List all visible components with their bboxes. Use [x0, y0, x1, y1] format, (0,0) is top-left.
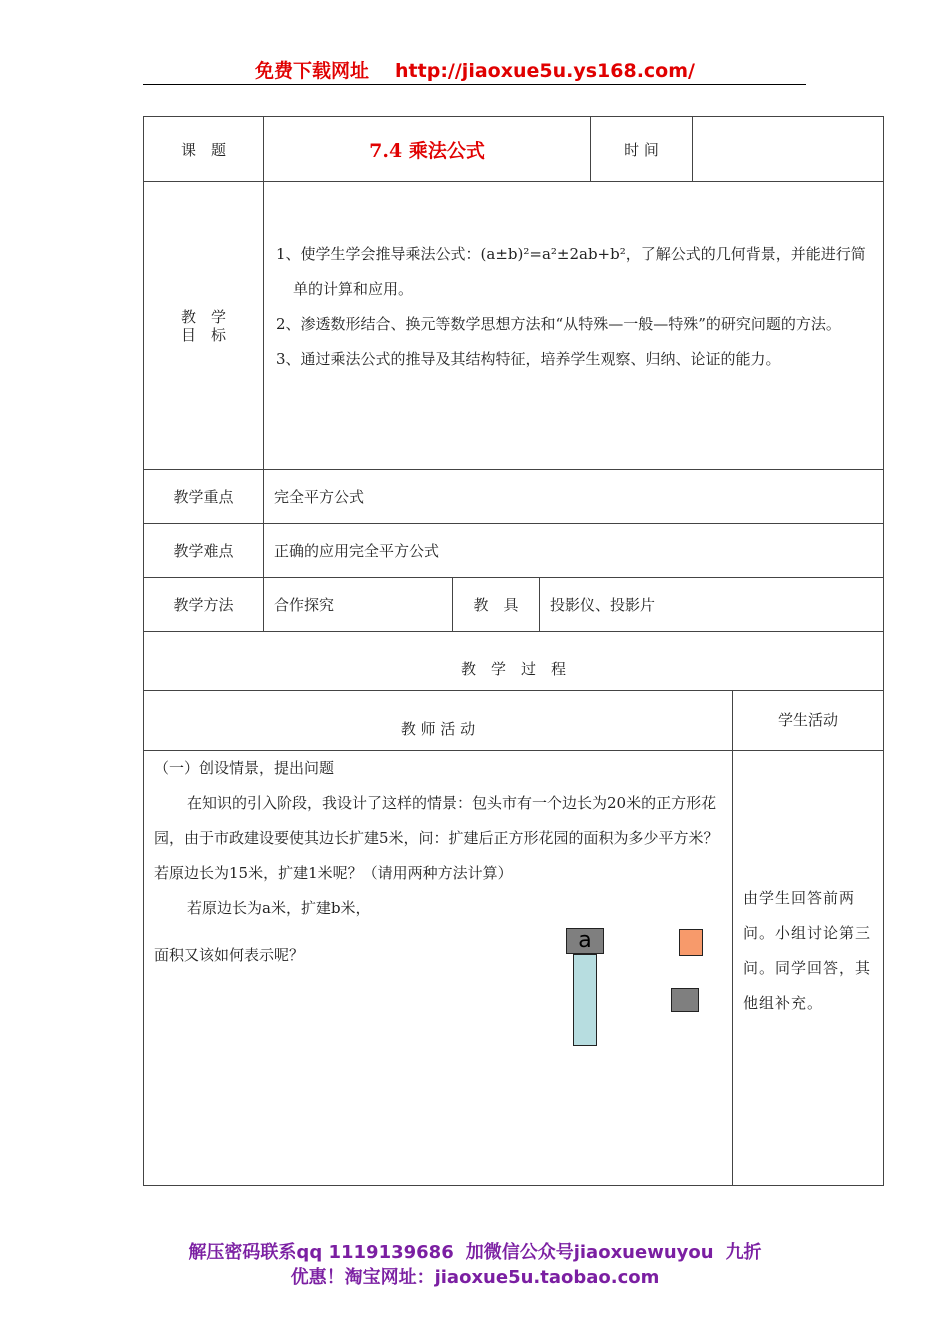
objectives-label-line2: 目 标	[180, 325, 226, 344]
student-activity-header: 学生活动	[733, 691, 884, 751]
tools-label: 教 具	[453, 578, 540, 632]
header-divider	[143, 84, 806, 85]
time-value	[693, 117, 884, 182]
key-point-value: 完全平方公式	[264, 470, 884, 524]
figure-label-box	[566, 928, 604, 954]
objective-item: 2、渗透数形结合、换元等数学思想方法和“从特殊—一般—特殊”的研究问题的方法。	[276, 315, 841, 333]
objective-item: 1、使学生学会推导乘法公式：(a±b)²=a²±2ab+b²，了解公式的几何背景，并能进行简单的计算和应用。	[276, 245, 866, 298]
section-title: （一）创设情景，提出问题	[154, 759, 335, 777]
footer-discount: 九折	[725, 1242, 762, 1263]
objectives-label	[144, 182, 264, 470]
lesson-table	[143, 116, 884, 1186]
paragraph-variable: 若原边长为a米，扩建b米，	[187, 899, 371, 917]
header-site-label: 免费下载网址	[255, 60, 370, 82]
process-heading: 教 学 过 程	[144, 632, 884, 691]
footer-line2[interactable]: 优惠！淘宝网址：jiaoxue5u.taobao.com	[290, 1267, 660, 1288]
teacher-activity-header: 教 师 活 动	[144, 691, 733, 751]
difficulty-value: 正确的应用完全平方公式	[264, 524, 884, 578]
header-site-url[interactable]: http://jiaoxue5u.ys168.com/	[395, 60, 695, 82]
header-download-line	[0, 56, 950, 83]
figure-gray-square	[671, 988, 699, 1012]
method-value: 合作探究	[264, 578, 453, 632]
figure-tall-rectangle	[573, 954, 597, 1046]
footer-line1	[0, 1238, 950, 1264]
difficulty-label: 教学难点	[144, 524, 264, 578]
topic-value: 7.4 乘法公式	[264, 117, 591, 182]
footer-password-contact: 解压密码联系qq 1119139686	[188, 1242, 454, 1263]
time-label: 时 间	[591, 117, 693, 182]
objectives-label-line1: 教 学	[180, 307, 226, 326]
figure-label: a	[578, 928, 592, 953]
paragraph-scenario: 在知识的引入阶段，我设计了这样的情景：包头市有一个边长为20米的正方形花园，由于市政建设要使其边长扩建5米，问：扩建后正方形花园的面积为多少平方米？若原边长为15米，扩建1米呢？（请用两种方法计算）	[154, 794, 719, 882]
tools-value: 投影仪、投影片	[540, 578, 884, 632]
key-point-label: 教学重点	[144, 470, 264, 524]
method-label: 教学方法	[144, 578, 264, 632]
teacher-activity-content	[144, 751, 733, 1186]
student-activity-text: 由学生回答前两问。小组讨论第三问。同学回答，其他组补充。	[743, 889, 872, 1012]
footer-wechat: 加微信公众号jiaoxuewuyou	[465, 1242, 714, 1263]
objective-item: 3、通过乘法公式的推导及其结构特征，培养学生观察、归纳、论证的能力。	[276, 350, 781, 368]
objectives-content	[264, 182, 884, 470]
paragraph-question: 面积又该如何表示呢？	[154, 946, 305, 964]
figure-orange-square	[679, 929, 703, 956]
topic-label: 课 题	[144, 117, 264, 182]
student-activity-content	[733, 751, 884, 1186]
